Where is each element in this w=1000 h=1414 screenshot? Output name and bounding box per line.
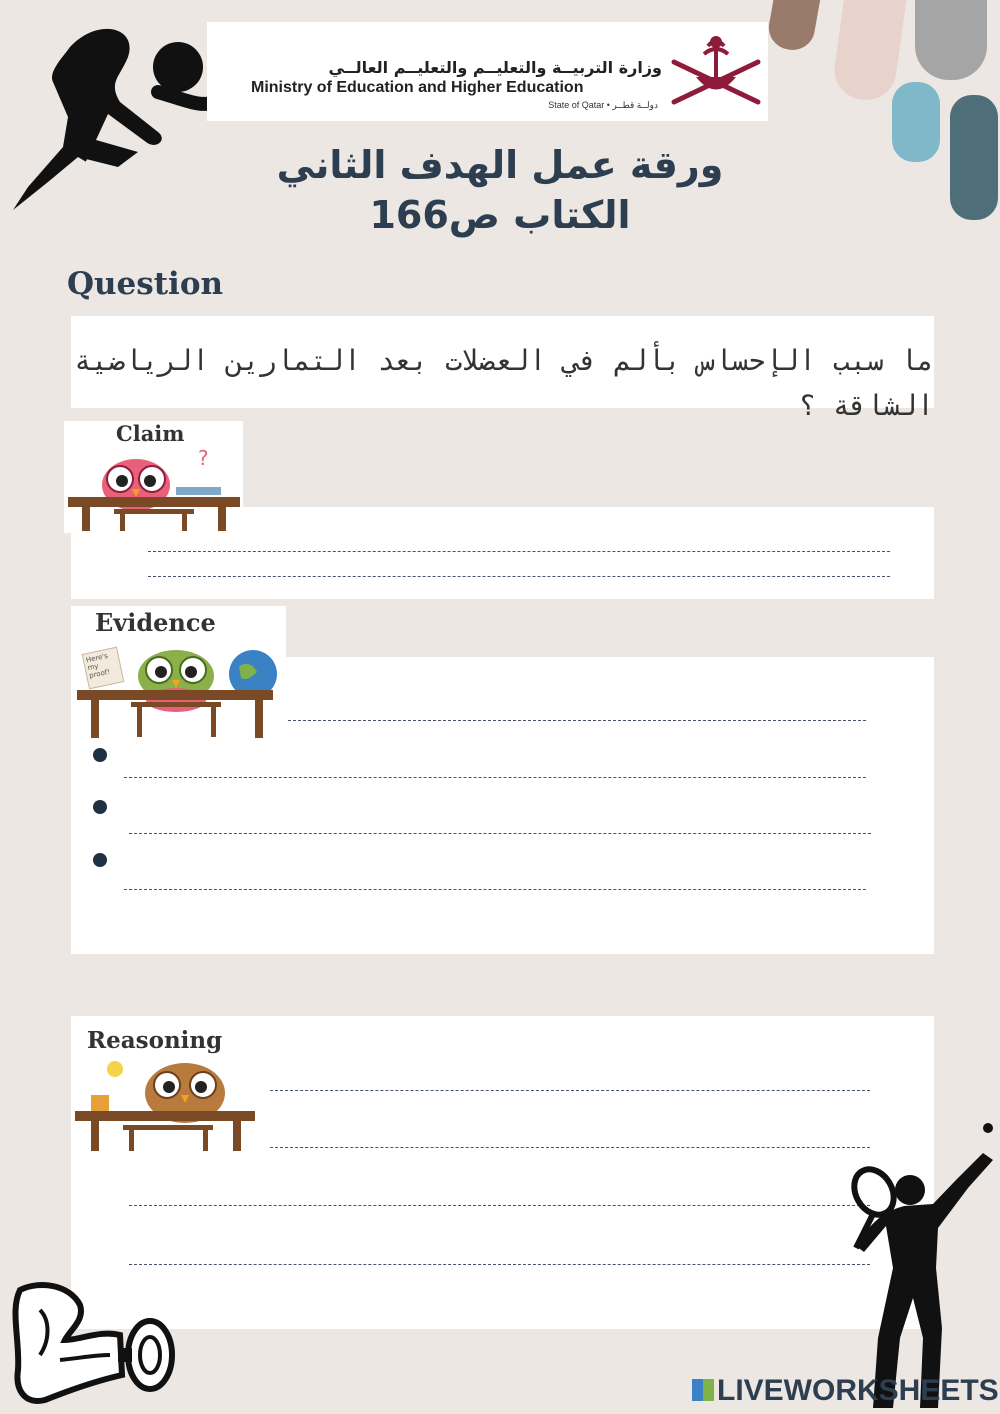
reasoning-answer-line-3[interactable]	[129, 1205, 870, 1206]
claim-label: Claim	[116, 421, 185, 446]
ministry-logo	[207, 22, 768, 121]
evidence-bullet-3	[93, 853, 107, 867]
reasoning-answer-line-4[interactable]	[129, 1264, 870, 1265]
evidence-answer-line-3[interactable]	[129, 833, 871, 834]
logo-state: State of Qatar • دولــة قطــر	[548, 100, 658, 110]
reasoning-badge	[75, 1025, 270, 1155]
reasoning-answer-line-1[interactable]	[270, 1090, 870, 1091]
evidence-label: Evidence	[95, 608, 216, 637]
evidence-note: Here's my proof!	[82, 647, 125, 690]
owl-claim-icon	[64, 445, 243, 533]
logo-arabic: وزارة التربيــة والتعليــم والتعليــم العالــي	[328, 58, 662, 77]
liveworksheets-text: LIVEWORKSHEETS	[717, 1374, 999, 1407]
evidence-bullet-2	[93, 800, 107, 814]
reasoning-answer-line-2[interactable]	[270, 1147, 870, 1148]
weightlifter-icon	[10, 1280, 180, 1414]
owl-reasoning-icon	[75, 1055, 270, 1155]
claim-badge	[64, 421, 243, 533]
logo-english: Ministry of Education and Higher Education	[251, 79, 584, 96]
evidence-bullet-1	[93, 748, 107, 762]
svg-text:?: ?	[198, 446, 209, 470]
page-title: ورقة عمل الهدف الثاني	[276, 143, 724, 187]
liveworksheets-logo-icon	[692, 1379, 714, 1401]
qatar-emblem-icon	[666, 32, 766, 114]
reasoning-label: Reasoning	[87, 1027, 223, 1054]
evidence-answer-line-2[interactable]	[124, 777, 866, 778]
page-subtitle: الكتاب ص166	[369, 193, 631, 237]
claim-answer-line-2[interactable]	[148, 576, 890, 577]
question-text: ما سبب الإحساس بألم في العضلات بعد التمارين الرياضية الشاقة ؟	[74, 344, 934, 422]
evidence-answer-line-1[interactable]	[288, 720, 866, 721]
owl-evidence-icon	[71, 640, 286, 740]
evidence-badge	[71, 606, 286, 740]
tennis-player-icon	[838, 1118, 1000, 1414]
claim-answer-line-1[interactable]	[148, 551, 890, 552]
question-label: Question	[67, 266, 224, 302]
liveworksheets-brand	[692, 1374, 999, 1408]
evidence-answer-line-4[interactable]	[124, 889, 866, 890]
